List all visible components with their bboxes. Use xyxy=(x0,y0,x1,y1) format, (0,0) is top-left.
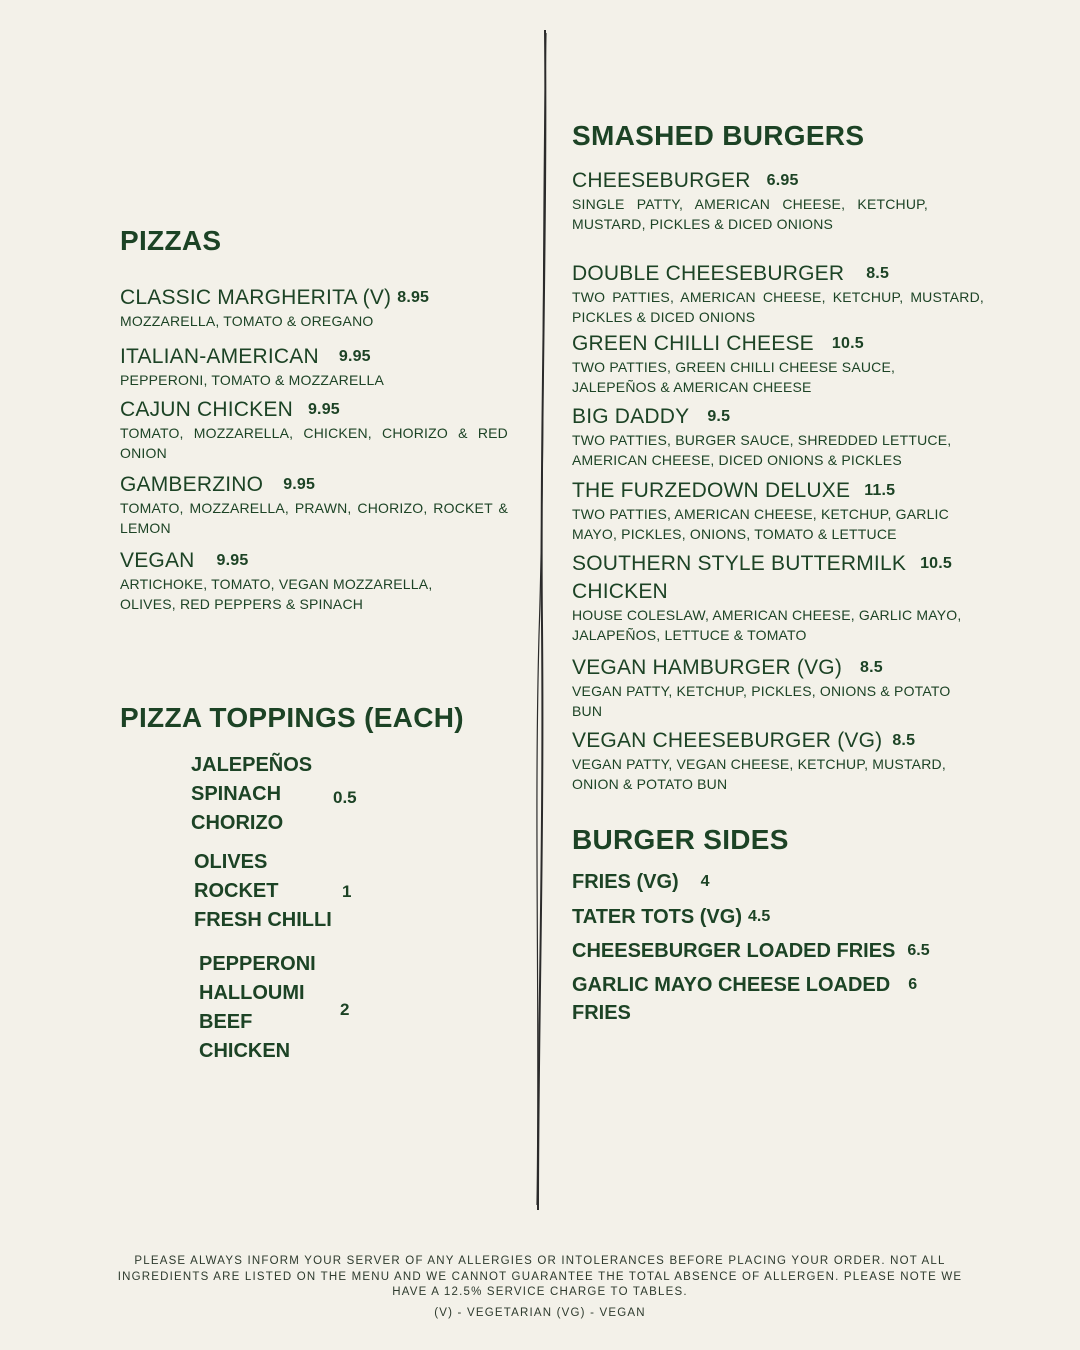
menu-item-name: CHEESEBURGER 6.95 xyxy=(572,169,799,192)
topping-item: HALLOUMI xyxy=(199,982,305,1004)
menu-item-description: MOZZARELLA, TOMATO & OREGANO xyxy=(120,313,374,329)
menu-item-description: ARTICHOKE, TOMATO, VEGAN MOZZARELLA, OLIVES, RED PEPPERS & SPINACH xyxy=(120,576,433,612)
pizza-item-vegan xyxy=(120,549,450,614)
menu-item-price: 6.95 xyxy=(766,172,799,189)
menu-item-description: TOMATO, MOZZARELLA, CHICKEN, CHORIZO & RED ONION xyxy=(120,425,508,461)
menu-item-description: TWO PATTIES, GREEN CHILLI CHEESE SAUCE, JALEPEÑOS & AMERICAN CHEESE xyxy=(572,359,896,395)
menu-item-name: GAMBERZINO 9.95 xyxy=(120,473,316,496)
topping-item: OLIVES xyxy=(194,851,268,873)
menu-item-description: TWO PATTIES, BURGER SAUCE, SHREDDED LETTUCE, AMERICAN CHEESE, DICED ONIONS & PICKLES xyxy=(572,432,952,468)
menu-item-price: 10.5 xyxy=(831,335,864,352)
menu-item-price: 9.95 xyxy=(307,401,340,418)
pizza-item-gamberzino xyxy=(120,473,508,538)
menu-item-description: TOMATO, MOZZARELLA, PRAWN, CHORIZO, ROCKET & LEMON xyxy=(120,500,508,536)
burgers-title: SMASHED BURGERS xyxy=(572,120,865,151)
topping-item: JALEPEÑOS xyxy=(191,754,313,776)
topping-group-price: 2 xyxy=(340,1000,350,1019)
burger-item-furzedown-deluxe xyxy=(572,479,962,544)
side-item-price: 4 xyxy=(700,873,710,890)
menu-item-price: 8.5 xyxy=(892,732,916,749)
pizza-item-cajun-chicken xyxy=(120,398,508,463)
side-item-name: GARLIC MAYO CHEESE LOADED xyxy=(572,974,891,996)
menu-item-price: 8.95 xyxy=(397,289,430,306)
topping-item: CHICKEN xyxy=(199,1040,291,1062)
menu-item-description: SINGLE PATTY, AMERICAN CHEESE, KETCHUP, MUSTARD, PICKLES & DICED ONIONS xyxy=(572,196,928,232)
menu-item-name: VEGAN HAMBURGER (VG) 8.5 xyxy=(572,656,883,679)
topping-item: ROCKET xyxy=(194,880,279,902)
menu-item-description: PEPPERONI, TOMATO & MOZZARELLA xyxy=(120,372,385,388)
topping-item: BEEF xyxy=(199,1011,253,1033)
burger-item-vegan-hamburger xyxy=(572,656,972,721)
burger-item-cheeseburger xyxy=(572,169,928,234)
menu-item-price: 8.5 xyxy=(860,659,883,676)
menu-item-description: VEGAN PATTY, VEGAN CHEESE, KETCHUP, MUSTARD, ONION & POTATO BUN xyxy=(572,756,946,792)
side-item-tater-tots xyxy=(572,906,770,929)
menu-item-description: HOUSE COLESLAW, AMERICAN CHEESE, GARLIC MAYO, JALAPEÑOS, LETTUCE & TOMATO xyxy=(572,607,962,643)
side-item-name: FRIES (VG) xyxy=(572,871,679,893)
topping-group-1 xyxy=(191,751,312,838)
menu-item-name: DOUBLE CHEESEBURGER 8.5 xyxy=(572,262,890,285)
allergen-notice: PLEASE ALWAYS INFORM YOUR SERVER OF ANY ALLERGIES OR INTOLERANCES BEFORE PLACING YOUR ORDER. NOT ALL INGREDIENTS ARE LISTED ON THE MENU AND WE CANNOT GUARANTEE THE TOTAL ABSENCE OF ALLERGEN. PLEASE NOTE WE HAVE A 12.5% SERVICE CHARGE TO TABLES. xyxy=(117,1255,963,1298)
toppings-title: PIZZA TOPPINGS (EACH) xyxy=(120,702,464,733)
topping-item: FRESH CHILLI xyxy=(194,909,332,931)
menu-item-name: SOUTHERN STYLE BUTTERMILK 10.5 xyxy=(572,552,953,575)
menu-item-price: 9.95 xyxy=(216,552,249,569)
topping-group-3 xyxy=(199,950,316,1066)
sides-title: BURGER SIDES xyxy=(572,824,789,855)
menu-item-name: VEGAN CHEESEBURGER (VG) 8.5 xyxy=(572,729,916,752)
burger-item-vegan-cheeseburger xyxy=(572,729,972,794)
side-item-price: 6.5 xyxy=(907,942,930,959)
menu-item-name: BIG DADDY 9.5 xyxy=(572,405,731,428)
burger-item-green-chilli-cheese xyxy=(572,332,912,397)
side-item-name: CHEESEBURGER LOADED FRIES xyxy=(572,940,896,962)
menu-item-price: 10.5 xyxy=(920,555,953,572)
menu-item-name: GREEN CHILLI CHEESE 10.5 xyxy=(572,332,864,355)
menu-item-description: VEGAN PATTY, KETCHUP, PICKLES, ONIONS & POTATO BUN xyxy=(572,683,951,719)
topping-item: SPINACH xyxy=(191,783,282,805)
burger-item-southern-chicken xyxy=(572,552,972,645)
menu-item-name: CLASSIC MARGHERITA (V) 8.95 xyxy=(120,286,430,309)
menu-item-name: VEGAN 9.95 xyxy=(120,549,249,572)
menu-item-price: 9.5 xyxy=(707,408,731,425)
menu-item-price: 8.5 xyxy=(866,265,890,282)
side-item-name-continued: FRIES xyxy=(572,1002,631,1024)
side-item-garlic-mayo-loaded-fries xyxy=(572,974,917,1025)
menu-item-price: 9.95 xyxy=(283,476,316,493)
menu-item-price: 9.95 xyxy=(338,348,371,365)
menu-item-description: TWO PATTIES, AMERICAN CHEESE, KETCHUP, GARLIC MAYO, PICKLES, ONIONS, TOMATO & LETTUCE xyxy=(572,506,949,542)
topping-item: CHORIZO xyxy=(191,812,284,834)
side-item-price: 6 xyxy=(908,976,918,993)
center-divider-line xyxy=(520,25,560,1215)
menu-item-name-continued: CHICKEN xyxy=(572,580,668,603)
topping-group-price: 1 xyxy=(342,882,352,901)
dietary-key: (V) - VEGETARIAN (VG) - VEGAN xyxy=(434,1307,646,1319)
pizza-item-italian-american xyxy=(120,345,510,390)
pizza-item-margherita xyxy=(120,286,510,331)
menu-item-name: THE FURZEDOWN DELUXE 11.5 xyxy=(572,479,896,502)
menu-item-name: CAJUN CHICKEN 9.95 xyxy=(120,398,340,421)
topping-group-price: 0.5 xyxy=(333,788,357,807)
menu-item-description: TWO PATTIES, AMERICAN CHEESE, KETCHUP, MUSTARD, PICKLES & DICED ONIONS xyxy=(572,289,984,325)
topping-group-2 xyxy=(194,848,332,935)
pizzas-title: PIZZAS xyxy=(120,225,222,256)
menu-item-price: 11.5 xyxy=(864,482,896,499)
burger-item-big-daddy xyxy=(572,405,962,470)
side-item-price: 4.5 xyxy=(748,908,771,925)
topping-item: PEPPERONI xyxy=(199,953,316,975)
side-item-cheeseburger-loaded-fries xyxy=(572,940,930,963)
menu-item-name: ITALIAN-AMERICAN 9.95 xyxy=(120,345,371,368)
side-item-fries xyxy=(572,871,710,894)
burger-item-double-cheeseburger xyxy=(572,262,984,327)
side-item-name: TATER TOTS (VG) xyxy=(572,906,742,928)
